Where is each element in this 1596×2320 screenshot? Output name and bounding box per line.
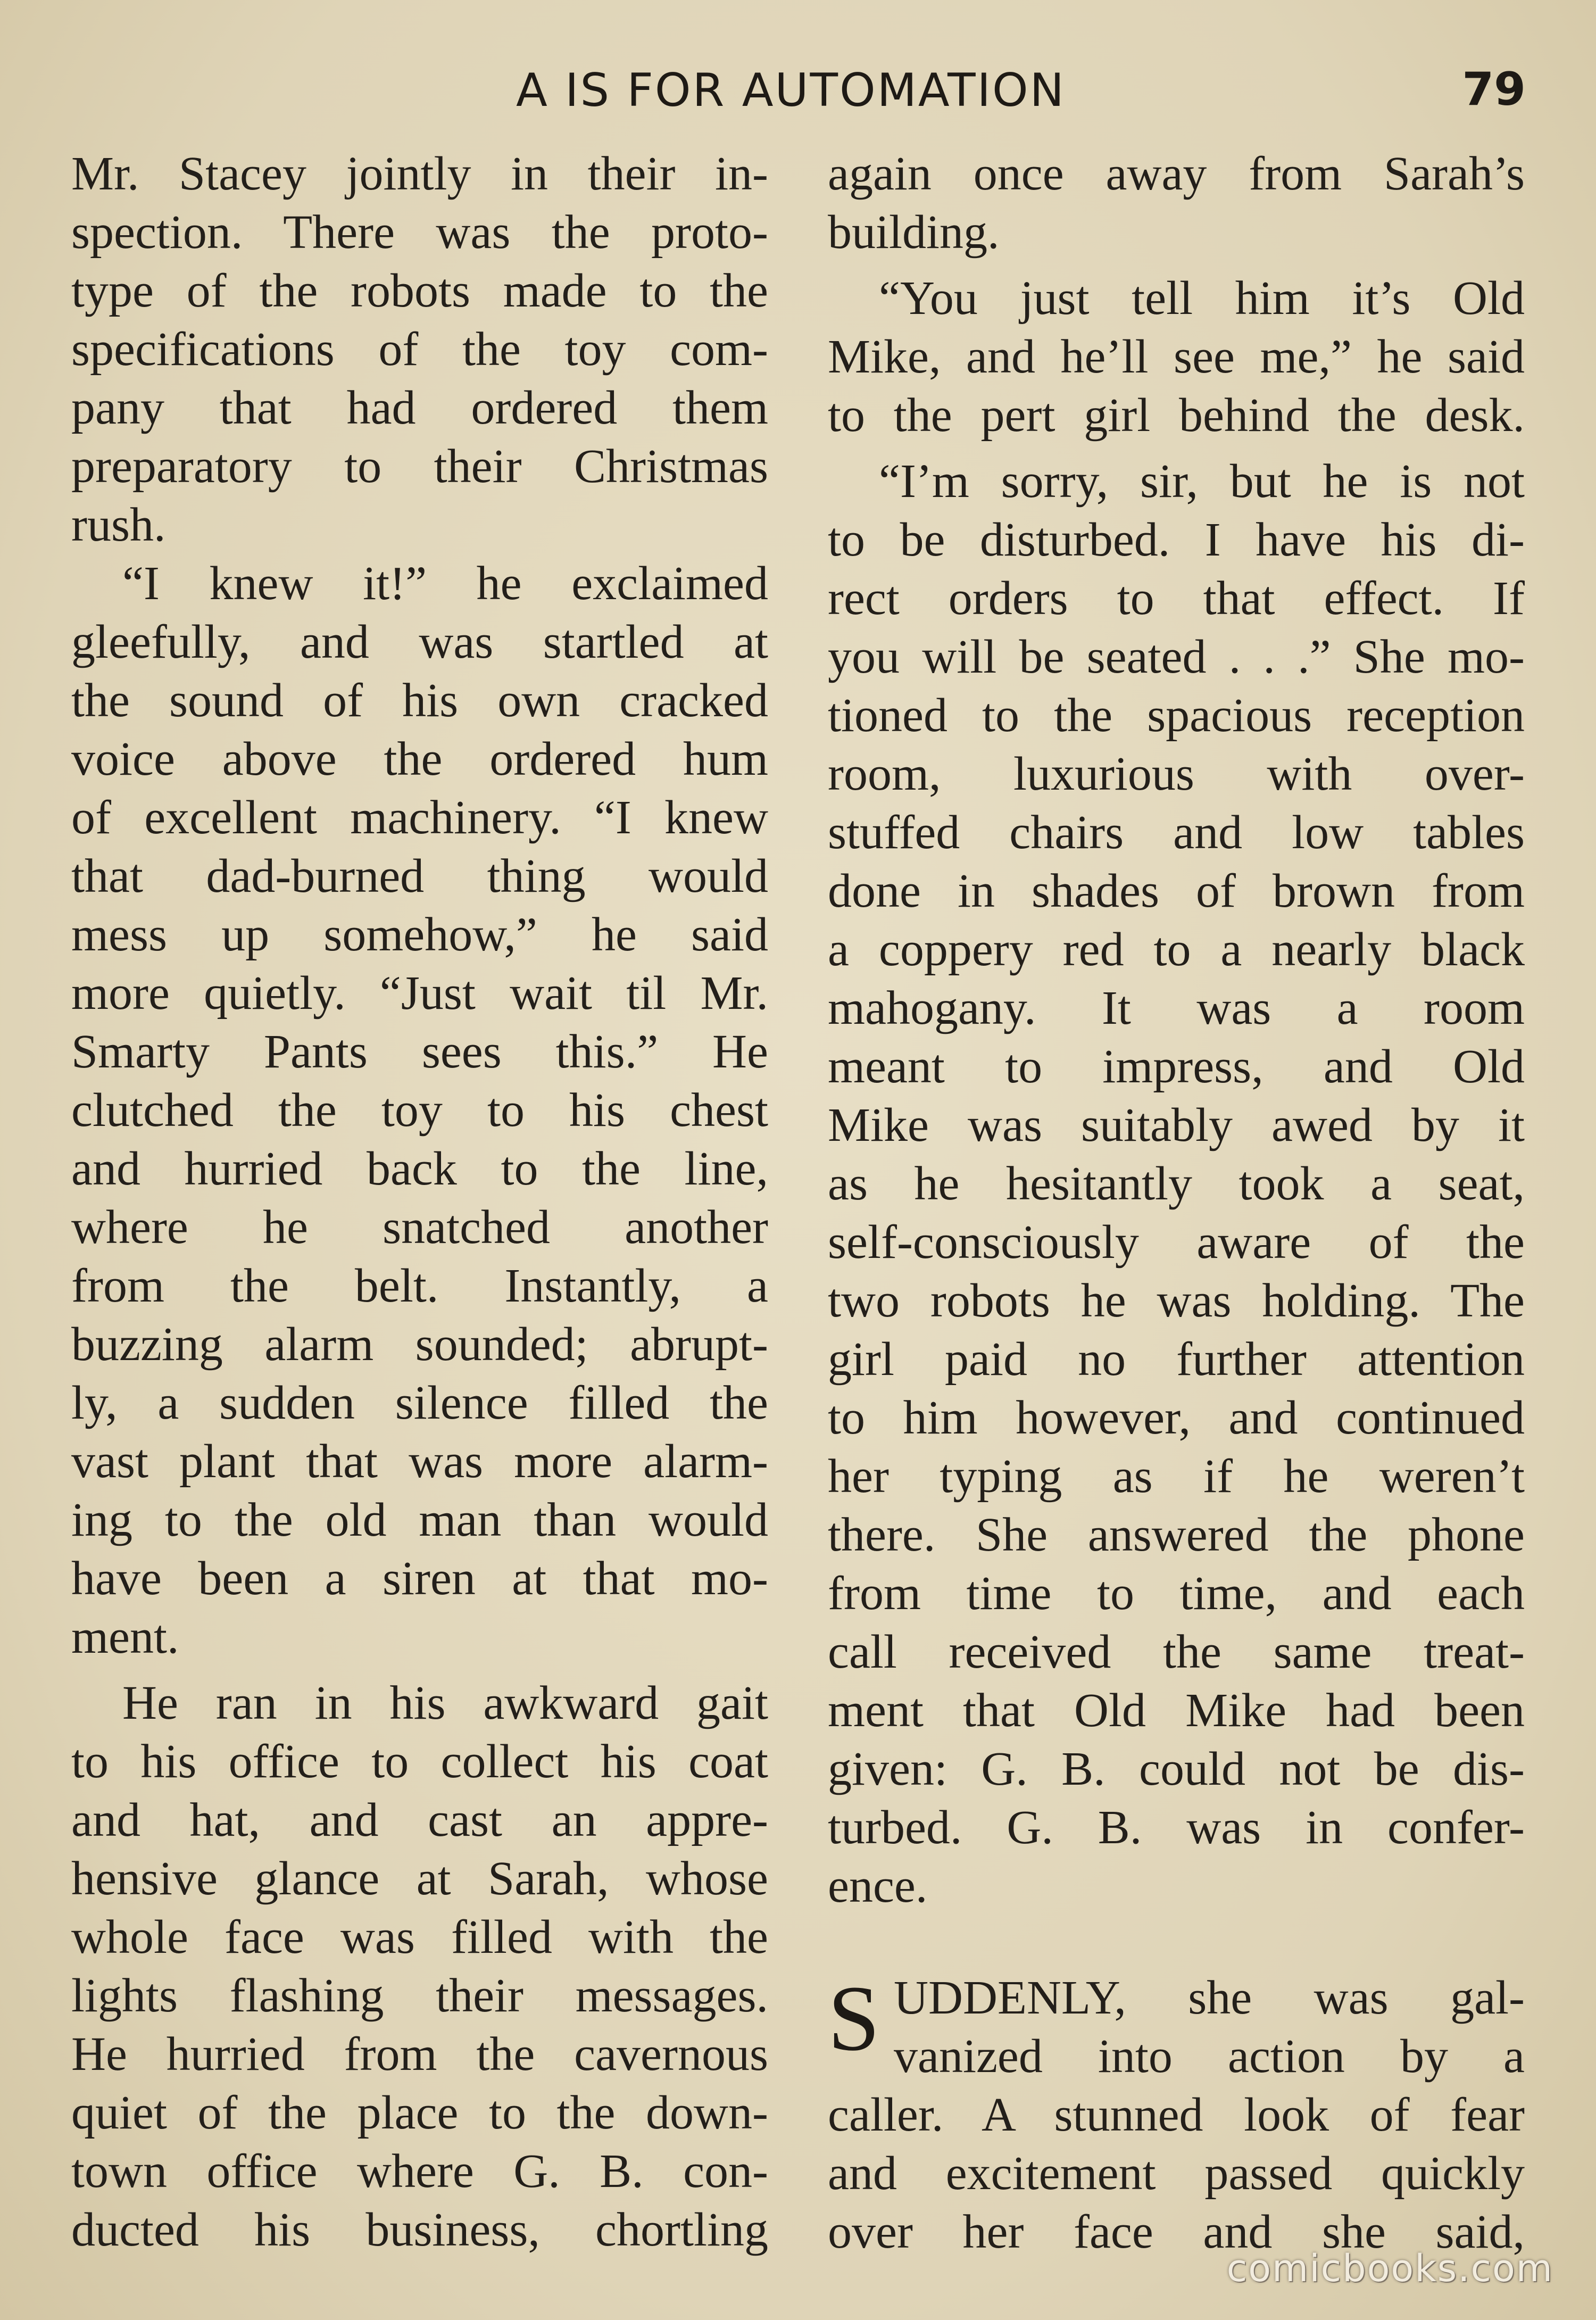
text-line: and hat, and cast an appre- (71, 1794, 768, 1846)
running-head (0, 64, 1596, 122)
text-line: stuffed chairs and low tables (828, 806, 1525, 859)
text-line: ence. (828, 1860, 928, 1912)
text-line: ment that Old Mike had been (828, 1684, 1525, 1737)
text-line: He hurried from the cavernous (71, 2028, 768, 2081)
drop-cap-paragraph-line (828, 2027, 1525, 2086)
text-line: gleefully, and was startled at (71, 616, 768, 668)
text-line: to be disturbed. I have his di- (828, 513, 1525, 566)
text-line: from time to time, and each (828, 1567, 1525, 1620)
text-line: rush. (71, 499, 166, 551)
text-line: spection. There was the proto- (71, 206, 768, 259)
text-line: vast plant that was more alarm- (71, 1435, 768, 1488)
text-line: from the belt. Instantly, a (71, 1260, 768, 1312)
site-watermark: comicbooks.com (1226, 2247, 1553, 2290)
section-break (828, 1916, 1525, 1969)
text-line: specifications of the toy com- (71, 323, 768, 376)
text-line: to the pert girl behind the desk. (828, 389, 1525, 442)
running-title: A IS FOR AUTOMATION (516, 64, 1066, 117)
text-line: room, luxurious with over- (828, 748, 1525, 800)
text-line: turbed. G. B. was in confer- (828, 1801, 1525, 1854)
text-line: to his office to collect his coat (71, 1735, 768, 1788)
page-number: 79 (1462, 63, 1526, 116)
text-line: two robots he was holding. The (828, 1274, 1525, 1327)
text-line: her typing as if he weren’t (828, 1450, 1525, 1503)
text-line: ly, a sudden silence filled the (71, 1377, 768, 1429)
text-line: a coppery red to a nearly black (828, 923, 1525, 976)
text-line: buzzing alarm sounded; abrupt- (71, 1318, 768, 1371)
text-line: Mr. Stacey jointly in their in- (71, 147, 768, 200)
text-line: girl paid no further attention (828, 1333, 1525, 1386)
text-line: mahogany. It was a room (828, 982, 1525, 1034)
text-line: ducted his business, chortling (71, 2203, 768, 2256)
text-line: “I’m sorry, sir, but he is not (879, 455, 1525, 508)
text-line: to him however, and continued (828, 1391, 1525, 1444)
text-line: call received the same treat- (828, 1626, 1525, 1678)
text-line: tioned to the spacious reception (828, 689, 1525, 742)
text-line: whole face was filled with the (71, 1911, 768, 1963)
text-line: He ran in his awkward gait (122, 1677, 768, 1729)
text-line: UDDENLY, she was gal- (894, 1971, 1525, 2024)
text-line: caller. A stunned look of fear (828, 2089, 1525, 2141)
text-line: “You just tell him it’s Old (879, 272, 1525, 325)
text-line: building. (828, 206, 1000, 259)
text-line: there. She answered the phone (828, 1509, 1525, 1561)
text-line: Mike was suitably awed by it (828, 1099, 1525, 1151)
text-line: as he hesitantly took a seat, (828, 1157, 1525, 1210)
right-column (828, 145, 1525, 2261)
text-line: pany that had ordered them (71, 382, 768, 434)
text-line: given: G. B. could not be dis- (828, 1743, 1525, 1795)
text-line: rect orders to that effect. If (828, 572, 1525, 625)
text-line: over her face and she said, (828, 2206, 1525, 2258)
text-line: type of the robots made to the (71, 264, 768, 317)
text-line: Mike, and he’ll see me,” he said (828, 330, 1525, 383)
text-line: voice above the ordered hum (71, 733, 768, 785)
text-line: again once away from Sarah’s (828, 147, 1525, 200)
drop-cap: S (828, 1967, 880, 2070)
text-line: self-consciously aware of the (828, 1216, 1525, 1269)
text-line: lights flashing their messages. (71, 1969, 768, 2022)
text-line: vanized into action by a (894, 2030, 1525, 2083)
text-line: clutched the toy to his chest (71, 1084, 768, 1137)
text-line: preparatory to their Christmas (71, 440, 768, 493)
text-line: Smarty Pants sees this.” He (71, 1025, 768, 1078)
text-line: that dad-burned thing would (71, 850, 768, 902)
text-line: and excitement passed quickly (828, 2147, 1525, 2200)
text-line: more quietly. “Just wait til Mr. (71, 967, 768, 1020)
left-column (71, 145, 768, 2259)
text-line: meant to impress, and Old (828, 1040, 1525, 1093)
text-line: town office where G. B. con- (71, 2145, 768, 2198)
text-line: of excellent machinery. “I knew (71, 791, 768, 844)
text-line: done in shades of brown from (828, 865, 1525, 917)
text-line: the sound of his own cracked (71, 674, 768, 727)
text-line: quiet of the place to the down- (71, 2086, 768, 2139)
text-line: and hurried back to the line, (71, 1142, 768, 1195)
text-line: where he snatched another (71, 1201, 768, 1254)
text-line: “I knew it!” he exclaimed (122, 557, 768, 610)
text-line: mess up somehow,” he said (71, 908, 768, 961)
text-line: ing to the old man than would (71, 1494, 768, 1546)
text-line: you will be seated . . .” She mo- (828, 631, 1525, 683)
text-line: ment. (71, 1611, 179, 1663)
text-line: have been a siren at that mo- (71, 1552, 768, 1605)
text-line: hensive glance at Sarah, whose (71, 1852, 768, 1905)
